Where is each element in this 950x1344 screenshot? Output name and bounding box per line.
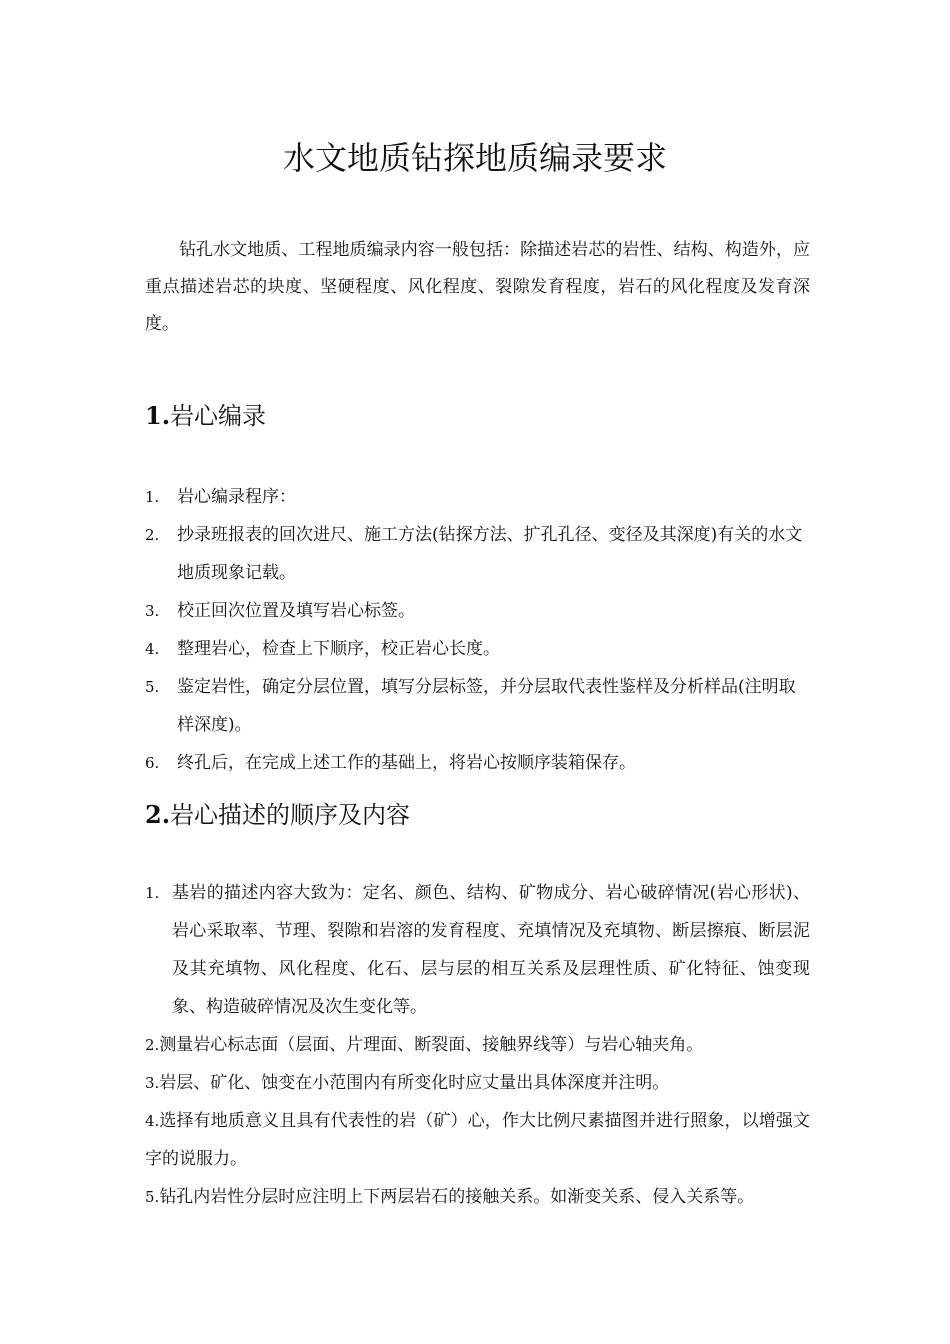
- list-item-number: 4.: [145, 640, 160, 658]
- section-number: 1.: [145, 401, 171, 430]
- list-item-text: 校正回次位置及填写岩心标签。: [177, 601, 415, 621]
- list-item-text: 选择有地质意义且具有代表性的岩（矿）心，作大比例尺素描图并进行照象，以增强文字的说服力。: [145, 1111, 810, 1169]
- section-number: 2.: [145, 800, 171, 829]
- list-item: [145, 478, 810, 516]
- list-item: [145, 874, 810, 1026]
- list-item: [145, 1102, 810, 1178]
- list-item-number: 1.: [145, 488, 160, 506]
- list-item: [145, 744, 810, 782]
- list-item: [145, 1026, 810, 1064]
- list-item-number: 2.: [145, 1036, 160, 1054]
- section-1-list: [145, 478, 810, 782]
- document-title: 水文地质钻探地质编录要求: [282, 139, 667, 177]
- list-item-text: 终孔后，在完成上述工作的基础上，将岩心按顺序装箱保存。: [177, 753, 636, 773]
- section-title: 岩心描述的顺序及内容: [170, 801, 411, 829]
- list-item-number: 3.: [145, 602, 160, 620]
- list-item-text: 钻孔内岩性分层时应注明上下两层岩石的接触关系。如渐变关系、侵入关系等。: [159, 1187, 755, 1207]
- list-item-text: 抄录班报表的回次进尺、施工方法(钻探方法、扩孔孔径、变径及其深度)有关的水文地质现象记载。: [177, 525, 803, 583]
- list-item-number: 2.: [145, 526, 160, 544]
- list-item: [145, 516, 810, 592]
- list-item-text: 测量岩心标志面（层面、片理面、断裂面、接触界线等）与岩心轴夹角。: [159, 1035, 704, 1055]
- list-item-number: 5.: [145, 1188, 160, 1206]
- list-item-text: 基岩的描述内容大致为：定名、颜色、结构、矿物成分、岩心破碎情况(岩心形状)、岩心采取率、节理、裂隙和岩溶的发育程度、充填情况及充填物、断层擦痕、断层泥及其充填物、风化程度、化石、层与层的相互关系及层理性质、矿化特征、蚀变现象、构造破碎情况及次生变化等。: [172, 883, 810, 1017]
- list-item: [145, 592, 810, 630]
- list-item-number: 6.: [145, 754, 160, 772]
- section-2-list: [145, 874, 810, 1216]
- list-item-text: 鉴定岩性，确定分层位置，填写分层标签，并分层取代表性鉴样及分析样品(注明取样深度)。: [177, 677, 796, 735]
- section-title: 岩心编录: [170, 402, 267, 430]
- section-heading-1: [145, 396, 266, 436]
- list-item: [145, 1178, 810, 1216]
- list-item-text: 岩层、矿化、蚀变在小范围内有所变化时应丈量出具体深度并注明。: [159, 1073, 670, 1093]
- list-item: [145, 1064, 810, 1102]
- list-item: [145, 668, 810, 744]
- section-heading-2: [145, 795, 410, 835]
- intro-paragraph: 钻孔水文地质、工程地质编录内容一般包括：除描述岩芯的岩性、结构、构造外，应重点描述岩芯的块度、坚硬程度、风化程度、裂隙发育程度，岩石的风化程度及发育深度。: [145, 240, 810, 334]
- list-item: [145, 630, 810, 668]
- list-item-number: 4.: [145, 1112, 160, 1130]
- list-item-text: 岩心编录程序：: [177, 487, 296, 507]
- list-item-text: 整理岩心，检查上下顺序，校正岩心长度。: [177, 639, 500, 659]
- list-item-number: 5.: [145, 678, 160, 696]
- list-item-number: 3.: [145, 1074, 160, 1092]
- list-item-number: 1.: [145, 884, 160, 902]
